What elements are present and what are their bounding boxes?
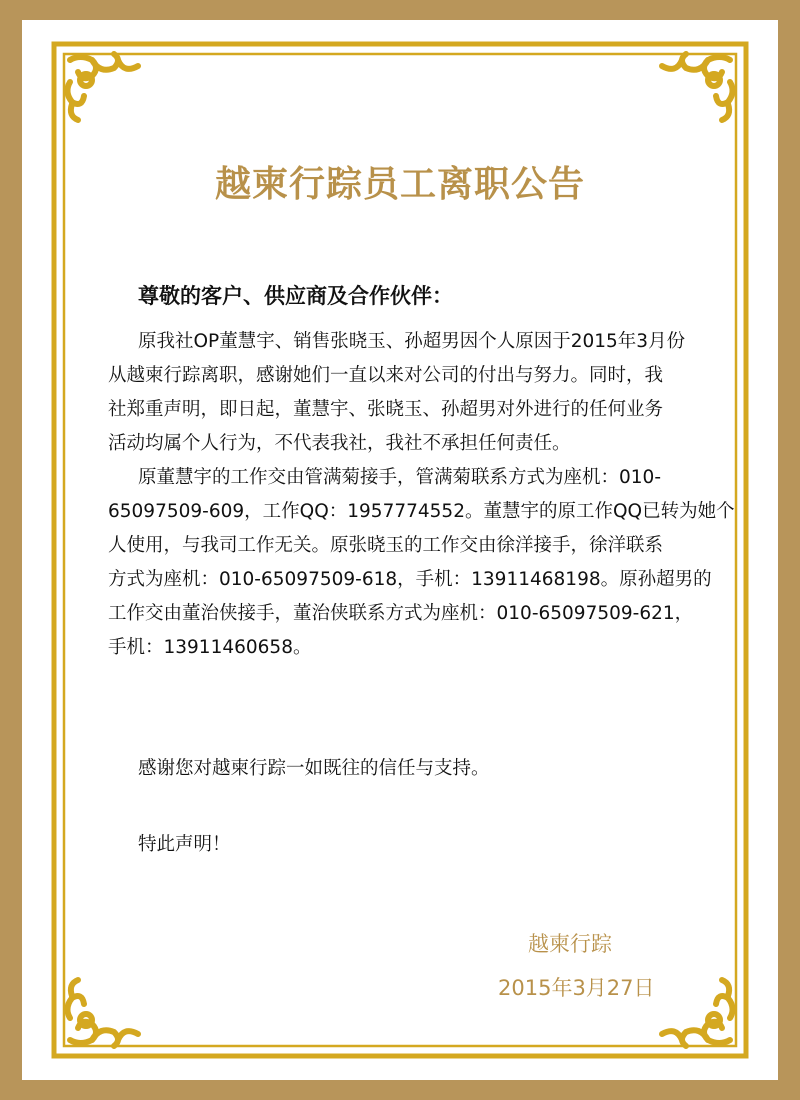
paragraph-2	[108, 461, 735, 665]
page-title: 越柬行踪员工离职公告	[214, 164, 585, 205]
announcement-body	[108, 325, 735, 665]
declaration-text: 特此声明！	[138, 834, 231, 855]
signature: 越柬行踪	[528, 932, 612, 956]
text-line: 从越柬行踪离职，感谢她们一直以来对公司的付出与努力。同时，我	[108, 365, 664, 386]
paragraph-1	[108, 325, 708, 461]
text-line: 方式为座机：010-65097509-618，手机：13911468198。原孙超男的	[108, 569, 712, 590]
text-line: 65097509-609，工作QQ：1957774552。董慧宇的原工作QQ已转为她个	[108, 501, 735, 522]
text-line: 社郑重声明，即日起，董慧宇、张晓玉、孙超男对外进行的任何业务	[108, 399, 664, 420]
text-line: 手机：13911460658。	[108, 637, 312, 658]
text-line: 工作交由董治侠接手，董治侠联系方式为座机：010-65097509-621，	[108, 603, 694, 624]
date: 2015年3月27日	[498, 976, 655, 1000]
text-line: 原董慧宇的工作交由管满菊接手，管满菊联系方式为座机：010-	[138, 467, 661, 488]
greeting: 尊敬的客户、供应商及合作伙伴：	[138, 284, 453, 308]
text-line: 原我社OP董慧宇、销售张晓玉、孙超男因个人原因于2015年3月份	[138, 331, 686, 352]
text-line: 人使用，与我司工作无关。原张晓玉的工作交由徐洋接手，徐洋联系	[108, 535, 664, 556]
closing-text: 感谢您对越柬行踪一如既往的信任与支持。	[138, 758, 490, 779]
text-line: 活动均属个人行为，不代表我社，我社不承担任何责任。	[108, 433, 571, 454]
